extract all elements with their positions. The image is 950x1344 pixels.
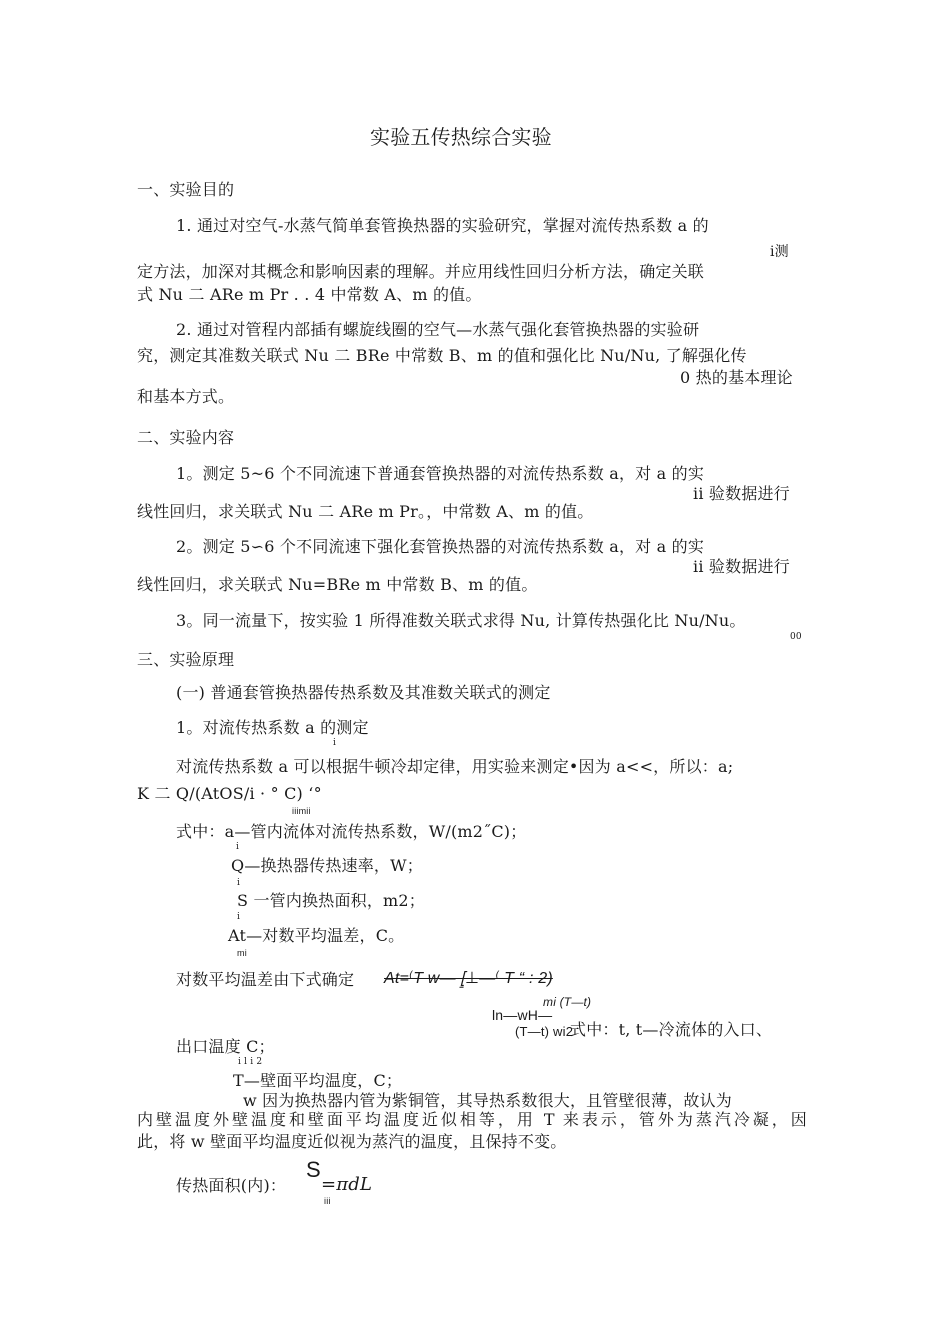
subscript-note: ii 验数据进行	[693, 557, 790, 576]
subscript-note: i	[237, 878, 241, 888]
paragraph-line: 1. 通过对空气-水蒸气简单套管换热器的实验研究，掌握对流传热系数 a 的	[176, 216, 709, 235]
paragraph-line: 线性回归，求关联式 Nu 二 ARe m Pr。，中常数 A、m 的值。	[137, 502, 594, 521]
section-heading-2: 二、实验内容	[137, 428, 235, 447]
paragraph-line: 1。测定 5~6 个不同流速下普通套管换热器的对流传热系数 a，对 a 的实	[176, 464, 705, 483]
section-heading-3: 三、实验原理	[137, 650, 235, 669]
area-formula: =πdL	[321, 1174, 373, 1195]
formula-tail-text: 式中：t, t—冷流体的入口、	[570, 1020, 773, 1039]
paragraph-line: 定方法，加深对其概念和影响因素的理解。并应用线性回归分析方法，确定关联	[137, 262, 705, 281]
subscript-note: ii 验数据进行	[693, 484, 790, 503]
definition-line: S 一管内换热面积，m2；	[237, 891, 425, 910]
subscript-note: i l i 2	[238, 1057, 263, 1067]
definition-line: 出口温度 C；	[176, 1037, 275, 1056]
document-title: 实验五传热综合实验	[370, 125, 552, 149]
paragraph-line: 3。同一流量下，按实验 1 所得准数关联式求得 Nu, 计算传热强化比 Nu/Nu。	[176, 611, 746, 630]
subscript-note: 00	[790, 632, 802, 642]
paragraph-line: 式 Nu 二 ARe m Pr . . 4 中常数 A、m 的值。	[137, 285, 482, 304]
log-mean-formula: At=⁽T w— ⦋⊥—⁽ T “ : 2)	[384, 970, 553, 987]
paragraph-line: 此，将 w 壁面平均温度近似视为蒸汽的温度，且保持不变。	[137, 1132, 567, 1151]
paragraph-line: 2. 通过对管程内部插有螺旋线圈的空气—水蒸气强化套管换热器的实验研	[176, 320, 700, 339]
formula-intro: 对数平均温差由下式确定	[176, 970, 355, 989]
paragraph-line: 和基本方式。	[137, 387, 235, 406]
subscript-note: i测	[770, 244, 789, 260]
definition-line: 式中：a—管内流体对流传热系数，W/(m2˝C)；	[176, 822, 527, 841]
formula-ln-term: ln—wH—	[492, 1007, 553, 1023]
subscript-note: iii	[324, 1196, 331, 1206]
subscript-note: iiimii	[292, 806, 311, 816]
paragraph-line: 究，测定其准数关联式 Nu 二 BRe 中常数 B、m 的值和强化比 Nu/Nu, 了解强化传	[137, 346, 747, 365]
subsection-heading: (一) 普通套管换热器传热系数及其准数关联式的测定	[176, 683, 551, 702]
subscript-note: mi	[237, 948, 247, 958]
area-symbol: S	[306, 1157, 321, 1182]
definition-line: At—对数平均温差，C。	[228, 926, 405, 945]
subscript-note: 0 热的基本理论	[680, 368, 793, 387]
subsection-heading: 1。对流传热系数 a 的测定	[176, 718, 369, 737]
formula-denominator: (T—t) wi2	[515, 1024, 574, 1039]
formula-numerator-note: mi (T—t)	[543, 995, 592, 1009]
paragraph-line: w 因为换热器内管为紫铜管，其导热系数很大，且管壁很薄，故认为	[243, 1091, 732, 1110]
subscript-note: i	[333, 738, 337, 748]
formula-line: K 二 Q/(AtOS/i · ° C) ‘°	[137, 784, 322, 803]
definition-line: T—壁面平均温度，C；	[233, 1071, 403, 1090]
definition-line: Q—换热器传热速率，W；	[231, 856, 423, 875]
area-label: 传热面积(内)：	[176, 1176, 287, 1195]
section-heading-1: 一、实验目的	[137, 180, 235, 199]
subscript-note: i	[236, 842, 240, 852]
formula-line: 对流传热系数 a 可以根据牛顿冷却定律，用实验来测定•因为 a<<，所以：a;	[176, 757, 734, 776]
paragraph-line: 内壁温度外壁温度和壁面平均温度近似相等，用 T 来表示，管外为蒸汽冷凝，因	[137, 1110, 807, 1129]
paragraph-line: 线性回归，求关联式 Nu=BRe m 中常数 B、m 的值。	[137, 575, 538, 594]
subscript-note: i	[237, 912, 241, 922]
paragraph-line: 2。测定 5∽6 个不同流速下强化套管换热器的对流传热系数 a，对 a 的实	[176, 537, 705, 556]
